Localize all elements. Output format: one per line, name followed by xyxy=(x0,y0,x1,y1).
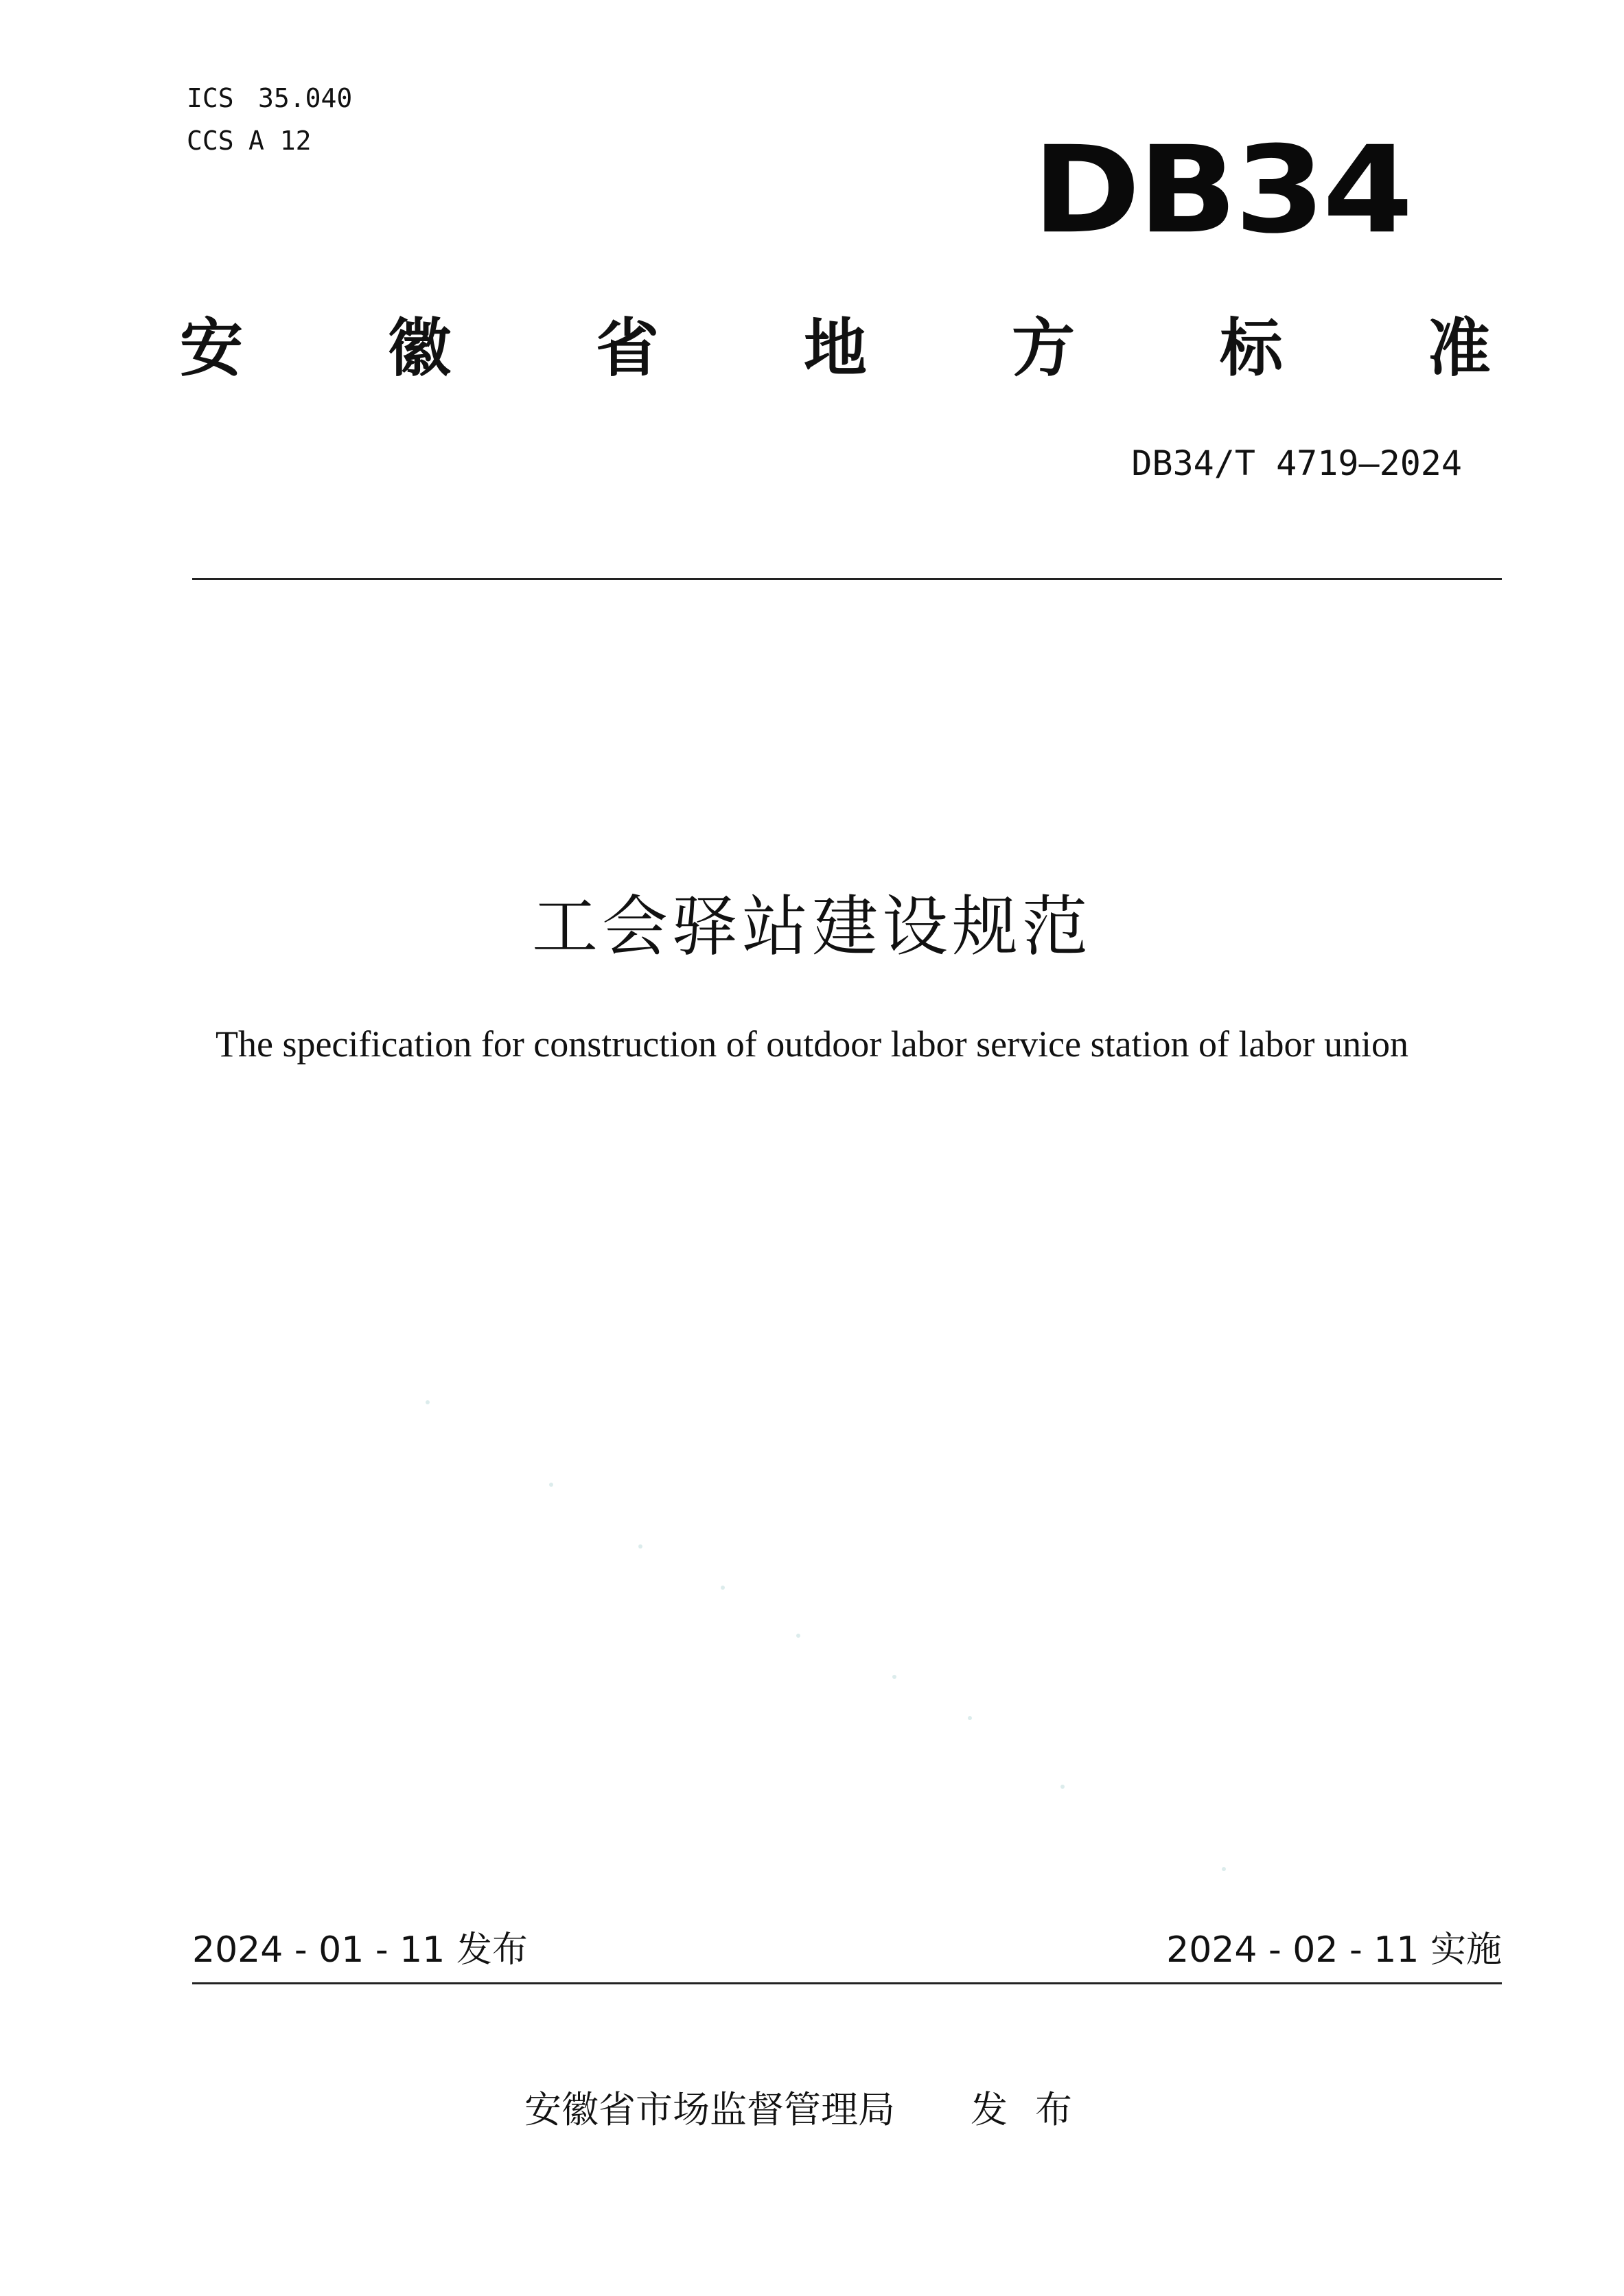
ics-row xyxy=(187,77,352,119)
standard-number: DB34/T 4719—2024 xyxy=(1131,443,1462,483)
scan-speckle xyxy=(968,1716,972,1720)
scan-speckle xyxy=(892,1675,896,1679)
scan-speckle xyxy=(1222,1867,1226,1871)
scan-speckle xyxy=(796,1634,800,1638)
standard-type-char: 标 xyxy=(1219,312,1283,385)
title-english: The specification for construction of outdoor labor service station of labor union xyxy=(216,1023,1408,1065)
standard-type-char: 省 xyxy=(595,312,659,385)
standard-type-char: 准 xyxy=(1427,312,1491,385)
standard-type-char: 地 xyxy=(803,312,867,385)
scan-speckle xyxy=(1060,1785,1065,1789)
standard-type-char: 方 xyxy=(1011,312,1075,385)
standard-type-char: 安 xyxy=(180,312,244,385)
ccs-row xyxy=(187,119,352,162)
ics-label: ICS xyxy=(187,83,234,113)
issuing-authority xyxy=(0,2084,1624,2136)
footer-divider xyxy=(192,1982,1502,1984)
implementation-date: 2024 - 02 - 11 实施 xyxy=(1166,1929,1502,1971)
issuer-action: 发布 xyxy=(971,2088,1100,2131)
ics-value: 35.040 xyxy=(258,83,353,113)
header-divider xyxy=(192,578,1502,580)
scan-speckle xyxy=(638,1544,642,1549)
issuer-name: 安徽省市场监督管理局 xyxy=(524,2088,895,2131)
scan-speckle xyxy=(426,1400,430,1404)
standard-code-logo: DB34 xyxy=(1032,120,1411,260)
standard-type-heading xyxy=(180,308,1491,390)
ccs-label: CCS xyxy=(187,126,234,156)
ccs-value: A 12 xyxy=(248,126,312,156)
issue-date: 2024 - 01 - 11 发布 xyxy=(192,1929,528,1971)
standard-type-char: 徽 xyxy=(387,312,451,385)
scan-speckle xyxy=(721,1586,725,1590)
classification-codes xyxy=(187,77,352,162)
scan-speckle xyxy=(549,1483,553,1487)
title-chinese: 工会驿站建设规范 xyxy=(532,888,1092,965)
